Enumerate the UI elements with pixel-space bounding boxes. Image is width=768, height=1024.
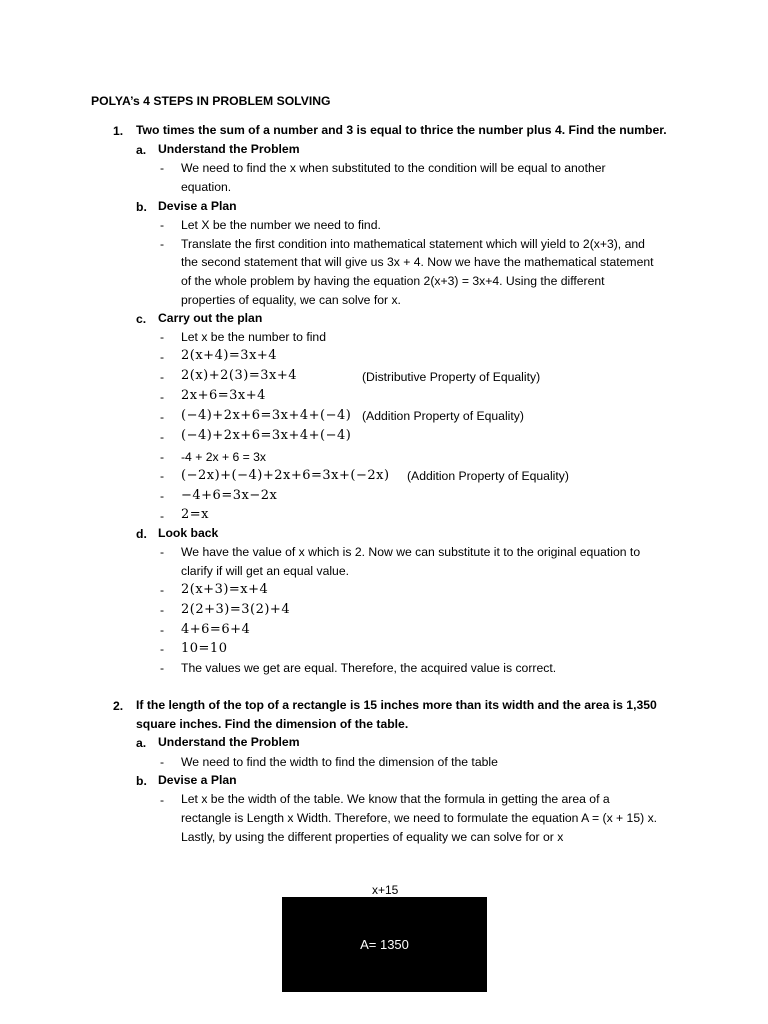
p1-c-label: c. [136, 312, 147, 326]
p1-c-equation: 2(x)+2(3)=3x+4 [181, 368, 297, 383]
p1-a-heading: Understand the Problem [158, 142, 300, 156]
rectangle-length-label: x+15 [372, 883, 399, 897]
bullet-dash: - [160, 623, 165, 637]
p1-b-label: b. [136, 200, 147, 214]
p1-c-equation: (−4)+2x+6=3x+4+(−4) [181, 428, 352, 443]
bullet-dash: - [160, 661, 165, 675]
p1-d-item: The values we get are equal. Therefore, the acquired value is correct. [181, 661, 557, 675]
p2-b-item: rectangle is Length x Width. Therefore, we need to formulate the equation A = (x + 15) x. [181, 811, 658, 825]
p1-c-heading: Carry out the plan [158, 311, 263, 325]
p1-c-equation: 2=x [181, 507, 209, 522]
page-title: POLYA’s 4 STEPS IN PROBLEM SOLVING [91, 94, 331, 108]
bullet-dash: - [160, 642, 165, 656]
p1-c-note: (Addition Property of Equality) [362, 409, 524, 423]
p2-b-item: Lastly, by using the different properties of equality we can solve for or x [181, 830, 564, 844]
bullet-dash: - [160, 450, 165, 464]
p1-b-heading: Devise a Plan [158, 199, 237, 213]
bullet-dash: - [160, 545, 165, 559]
p2-a-heading: Understand the Problem [158, 735, 300, 749]
problem-2-text: If the length of the top of a rectangle is 15 inches more than its width and the area is 1,350 [136, 698, 657, 712]
p2-b-label: b. [136, 774, 147, 788]
p1-d-equation: 2(2+3)=3(2)+4 [181, 602, 291, 617]
bullet-dash: - [160, 430, 165, 444]
p1-c-note: (Addition Property of Equality) [407, 469, 569, 483]
p1-d-equation: 4+6=6+4 [181, 622, 251, 637]
problem-1-number: 1. [113, 124, 124, 138]
p1-a-label: a. [136, 143, 147, 157]
bullet-dash: - [160, 161, 165, 175]
p1-b-item: Let X be the number we need to find. [181, 218, 381, 232]
bullet-dash: - [160, 370, 165, 384]
problem-2-number: 2. [113, 699, 124, 713]
bullet-dash: - [160, 509, 165, 523]
p1-a-item: equation. [181, 180, 232, 194]
bullet-dash: - [160, 469, 165, 483]
p1-c-item: Let x be the number to find [181, 330, 326, 344]
p1-d-item: clarify if will get an equal value. [181, 564, 350, 578]
bullet-dash: - [160, 350, 165, 364]
problem-2-text: square inches. Find the dimension of the table. [136, 717, 409, 731]
p1-c-equation: (−4)+2x+6=3x+4+(−4) [181, 408, 352, 423]
p1-d-item: We have the value of x which is 2. Now we can substitute it to the original equation to [181, 545, 641, 559]
p1-a-item: We need to find the x when substituted to the condition will be equal to another [181, 161, 606, 175]
bullet-dash: - [160, 410, 165, 424]
p1-c-equation: -4 + 2x + 6 = 3x [181, 450, 267, 464]
p2-b-item: Let x be the width of the table. We know that the formula in getting the area of a [181, 792, 610, 806]
bullet-dash: - [160, 390, 165, 404]
bullet-dash: - [160, 603, 165, 617]
p1-c-note: (Distributive Property of Equality) [362, 370, 541, 384]
problem-1-text: Two times the sum of a number and 3 is equal to thrice the number plus 4. Find the number. [136, 123, 667, 137]
p1-b-item: the second statement that will give us 3x + 4. Now we have the mathematical statement [181, 255, 654, 269]
bullet-dash: - [160, 489, 165, 503]
p1-d-label: d. [136, 527, 147, 541]
p1-c-equation: (−2x)+(−4)+2x+6=3x+(−2x) [181, 468, 390, 483]
bullet-dash: - [160, 218, 165, 232]
p1-d-equation: 10=10 [181, 641, 228, 656]
bullet-dash: - [160, 583, 165, 597]
bullet-dash: - [160, 755, 165, 769]
p1-b-item: properties of equality, we can solve for x. [181, 293, 401, 307]
p1-d-heading: Look back [158, 526, 219, 540]
p2-a-item: We need to find the width to find the dimension of the table [181, 755, 498, 769]
p1-c-equation: 2x+6=3x+4 [181, 388, 266, 403]
rectangle-area-label: A= 1350 [360, 937, 409, 952]
p1-c-equation: 2(x+4)=3x+4 [181, 348, 278, 363]
p1-d-equation: 2(x+3)=x+4 [181, 582, 269, 597]
p2-b-heading: Devise a Plan [158, 773, 237, 787]
p1-b-item: Translate the first condition into mathematical statement which will yield to 2(x+3), and [181, 237, 645, 251]
p1-c-equation: −4+6=3x−2x [181, 488, 278, 503]
bullet-dash: - [160, 793, 165, 807]
bullet-dash: - [160, 237, 165, 251]
p1-b-item: of the whole problem by having the equation 2(x+3) = 3x+4. Using the different [181, 274, 605, 288]
bullet-dash: - [160, 330, 165, 344]
p2-a-label: a. [136, 736, 147, 750]
rectangle-figure [282, 897, 487, 992]
